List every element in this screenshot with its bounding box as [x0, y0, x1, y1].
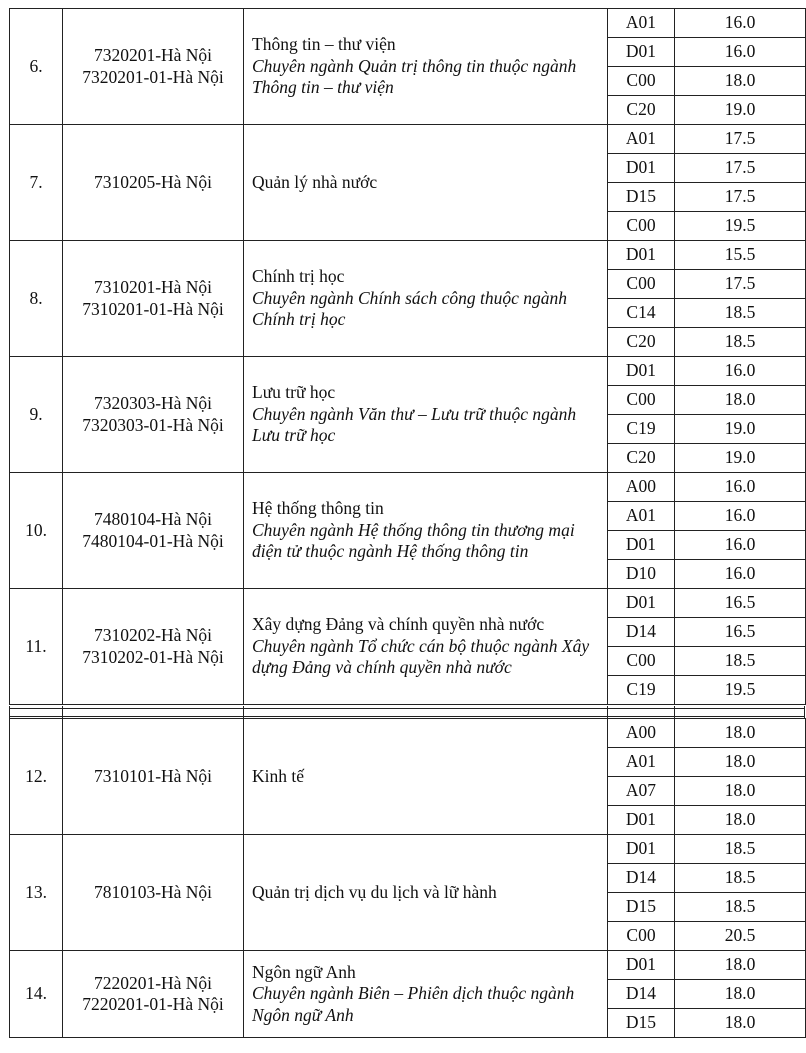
major-code-cell [63, 125, 244, 241]
major-code-cell [63, 719, 244, 835]
major-name: Chính trị học [252, 266, 345, 287]
major-name: Ngôn ngữ Anh [252, 961, 356, 982]
admission-score: 18.5 [675, 328, 806, 357]
subject-group: D01 [608, 835, 675, 864]
specialization-name: Chuyên ngành Quản trị thông tin thuộc ngành Thông tin – thư viện [252, 55, 577, 98]
subject-group: C19 [608, 415, 675, 444]
row-number: 8. [10, 241, 63, 357]
admission-score: 15.5 [675, 241, 806, 270]
admission-score: 19.5 [675, 212, 806, 241]
major-code: 7310201-Hà Nội [93, 277, 213, 298]
subject-group: A00 [608, 473, 675, 502]
major-code: 7310202-Hà Nội [93, 625, 213, 646]
admission-score: 16.0 [675, 38, 806, 67]
admission-table-lower [9, 718, 806, 1038]
subject-group: D15 [608, 893, 675, 922]
major-name: Thông tin – thư viện [252, 34, 396, 55]
table-row [10, 473, 806, 502]
table-row [10, 951, 806, 980]
major-code: 7810103-Hà Nội [93, 881, 213, 902]
admission-score: 18.0 [675, 386, 806, 415]
admission-score: 19.5 [675, 676, 806, 705]
row-number: 14. [10, 951, 63, 1038]
admission-score: 18.0 [675, 67, 806, 96]
table-row [10, 9, 806, 38]
table-row [10, 241, 806, 270]
major-name-cell [244, 589, 608, 705]
admission-score: 16.0 [675, 9, 806, 38]
major-name: Quản lý nhà nước [252, 171, 378, 192]
admission-table-upper [9, 8, 806, 705]
subject-group: A07 [608, 777, 675, 806]
major-code: 7320303-01-Hà Nội [82, 414, 224, 435]
row-number: 7. [10, 125, 63, 241]
admission-score: 18.0 [675, 777, 806, 806]
subject-group: A01 [608, 748, 675, 777]
major-name: Lưu trữ học [252, 382, 336, 403]
major-code: 7220201-01-Hà Nội [82, 994, 224, 1014]
major-code: 7320303-Hà Nội [93, 393, 213, 414]
major-code-cell [63, 241, 244, 357]
table-row [10, 719, 806, 748]
admission-score: 18.0 [675, 980, 806, 1009]
admission-score: 17.5 [675, 125, 806, 154]
major-name: Xây dựng Đảng và chính quyền nhà nước [252, 614, 545, 635]
table-row [10, 357, 806, 386]
admission-score: 18.5 [675, 299, 806, 328]
admission-score: 19.0 [675, 444, 806, 473]
major-code-cell [63, 951, 244, 1038]
subject-group: C20 [608, 444, 675, 473]
specialization-name: Chuyên ngành Chính sách công thuộc ngành Chính trị học [252, 287, 567, 330]
admission-score: 18.0 [675, 806, 806, 835]
table-row [10, 125, 806, 154]
admission-score: 16.5 [675, 589, 806, 618]
row-number: 6. [10, 9, 63, 125]
subject-group: C00 [608, 67, 675, 96]
subject-group: C20 [608, 328, 675, 357]
admission-score: 19.0 [675, 415, 806, 444]
specialization-name: Chuyên ngành Tổ chức cán bộ thuộc ngành Xây dựng Đảng và chính quyền nhà nước [252, 635, 590, 678]
admission-score: 18.0 [675, 951, 806, 980]
major-code-cell [63, 9, 244, 125]
major-code: 7310201-01-Hà Nội [82, 298, 224, 319]
row-number: 10. [10, 473, 63, 589]
subject-group: D01 [608, 806, 675, 835]
admission-score: 18.5 [675, 893, 806, 922]
table-row [10, 589, 806, 618]
row-number: 12. [10, 719, 63, 835]
row-number: 11. [10, 589, 63, 705]
subject-group: A01 [608, 502, 675, 531]
major-name-cell [244, 241, 608, 357]
subject-group: C19 [608, 676, 675, 705]
admission-score: 16.0 [675, 473, 806, 502]
admission-score: 17.5 [675, 270, 806, 299]
row-number: 13. [10, 835, 63, 951]
subject-group: C00 [608, 386, 675, 415]
major-code: 7480104-Hà Nội [93, 509, 213, 530]
admission-score: 16.0 [675, 357, 806, 386]
subject-group: D14 [608, 980, 675, 1009]
subject-group: C00 [608, 647, 675, 676]
admission-score: 16.5 [675, 618, 806, 647]
major-name: Quản trị dịch vụ du lịch và lữ hành [252, 881, 497, 902]
subject-group: D01 [608, 154, 675, 183]
major-code: 7480104-01-Hà Nội [82, 530, 224, 551]
major-code-cell [63, 473, 244, 589]
subject-group: D01 [608, 241, 675, 270]
specialization-name: Chuyên ngành Hệ thống thông tin thương mại điện tử thuộc ngành Hệ thống thông tin [252, 519, 575, 562]
subject-group: A00 [608, 719, 675, 748]
admission-score: 16.0 [675, 502, 806, 531]
admission-score: 18.0 [675, 1009, 806, 1038]
major-code: 7320201-Hà Nội [93, 45, 213, 66]
major-name-cell [244, 951, 608, 1038]
subject-group: A01 [608, 125, 675, 154]
subject-group: C00 [608, 922, 675, 951]
admission-score: 16.0 [675, 531, 806, 560]
subject-group: C20 [608, 96, 675, 125]
major-code: 7310205-Hà Nội [93, 171, 213, 192]
table-row [10, 835, 806, 864]
major-name-cell [244, 473, 608, 589]
row-number: 9. [10, 357, 63, 473]
major-code-cell [63, 589, 244, 705]
subject-group: D01 [608, 951, 675, 980]
major-code-cell [63, 835, 244, 951]
subject-group: D01 [608, 589, 675, 618]
major-name-cell [244, 835, 608, 951]
subject-group: D01 [608, 38, 675, 67]
admission-score: 18.0 [675, 748, 806, 777]
major-name-cell [244, 719, 608, 835]
admission-score: 20.5 [675, 922, 806, 951]
admission-score: 18.0 [675, 719, 806, 748]
major-code-cell [63, 357, 244, 473]
admission-score: 17.5 [675, 154, 806, 183]
admission-score: 18.5 [675, 647, 806, 676]
subject-group: C14 [608, 299, 675, 328]
subject-group: D15 [608, 183, 675, 212]
major-code: 7310101-Hà Nội [93, 765, 213, 786]
subject-group: A01 [608, 9, 675, 38]
page-break-seam [0, 706, 806, 718]
subject-group: D01 [608, 357, 675, 386]
admission-score: 17.5 [675, 183, 806, 212]
admission-score: 18.5 [675, 835, 806, 864]
major-name-cell [244, 357, 608, 473]
subject-group: D14 [608, 618, 675, 647]
major-code: 7320201-01-Hà Nội [82, 66, 224, 87]
major-name: Kinh tế [252, 765, 305, 786]
specialization-name: Chuyên ngành Biên – Phiên dịch thuộc ngành Ngôn ngữ Anh [252, 983, 575, 1025]
major-name-cell [244, 125, 608, 241]
subject-group: C00 [608, 212, 675, 241]
subject-group: D14 [608, 864, 675, 893]
major-name-cell [244, 9, 608, 125]
subject-group: D10 [608, 560, 675, 589]
specialization-name: Chuyên ngành Văn thư – Lưu trữ thuộc ngành Lưu trữ học [252, 403, 577, 446]
major-name: Hệ thống thông tin [252, 498, 384, 519]
admission-score: 19.0 [675, 96, 806, 125]
major-code: 7220201-Hà Nội [93, 972, 213, 993]
subject-group: D15 [608, 1009, 675, 1038]
subject-group: D01 [608, 531, 675, 560]
subject-group: C00 [608, 270, 675, 299]
admission-score: 16.0 [675, 560, 806, 589]
major-code: 7310202-01-Hà Nội [82, 646, 224, 667]
admission-score: 18.5 [675, 864, 806, 893]
